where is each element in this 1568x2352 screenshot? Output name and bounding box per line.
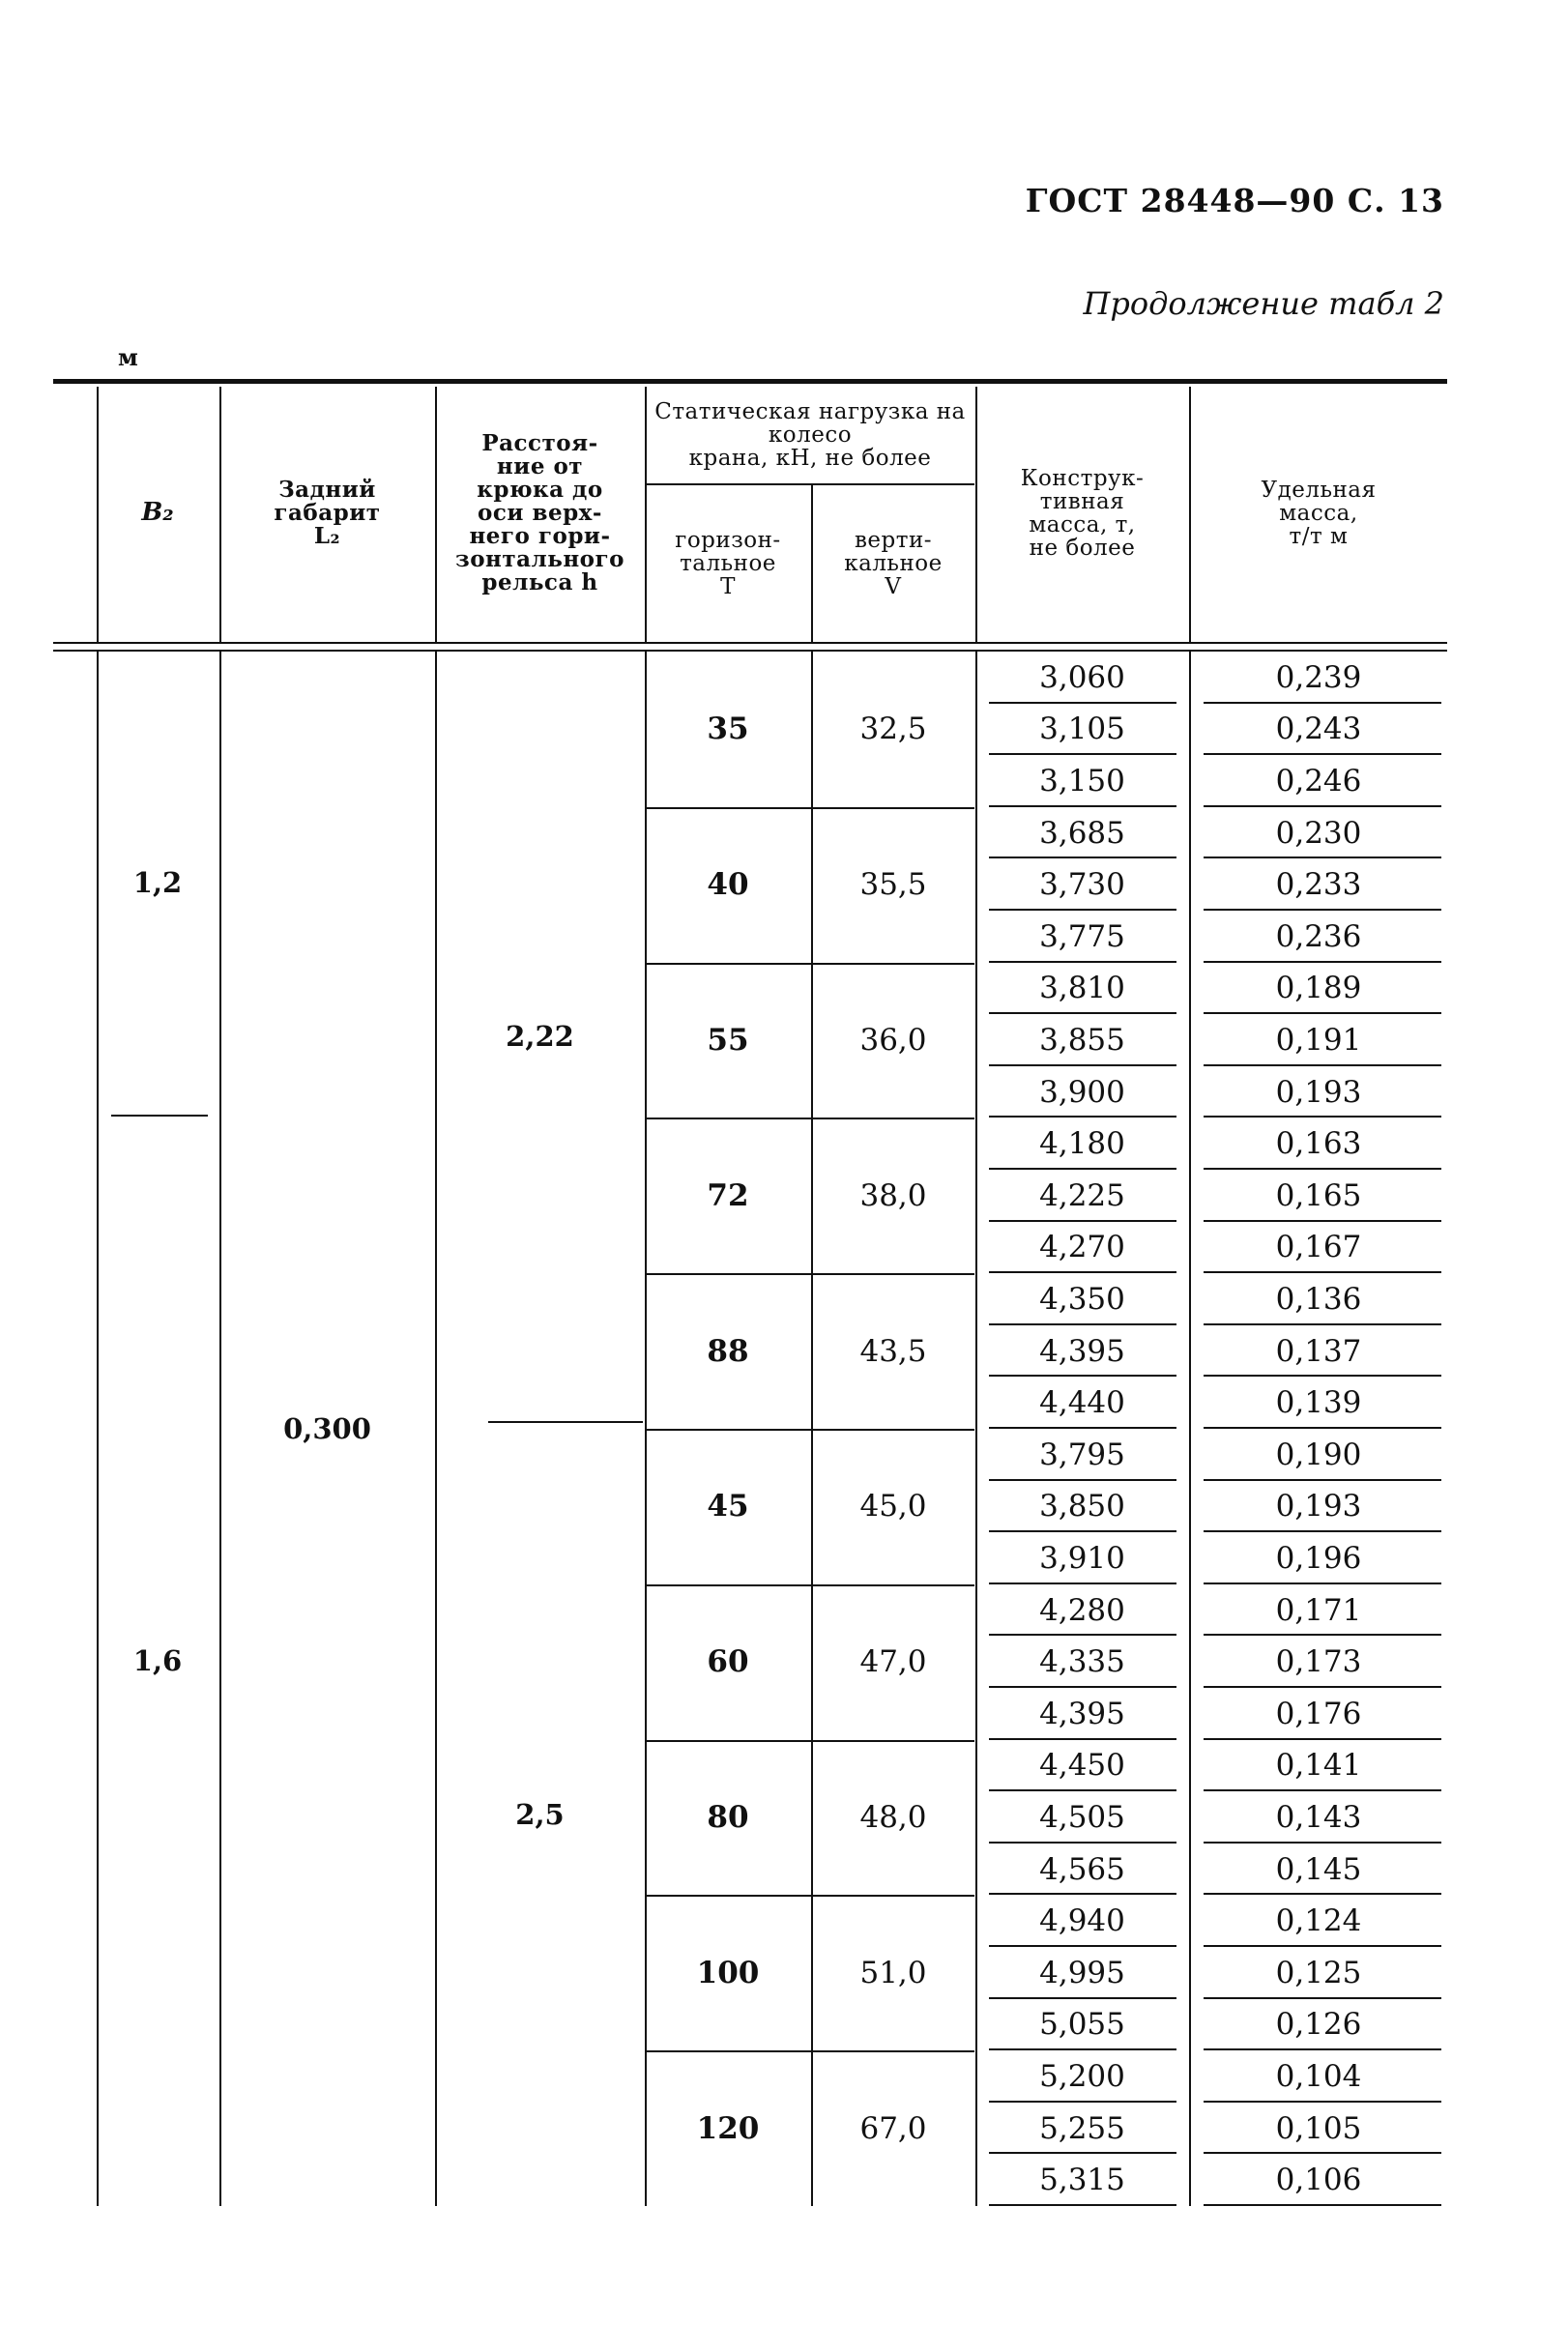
specific-mass-cell: 0,189 [1275,971,1362,1006]
table-continuation-label: Продолжение табл 2 [1083,285,1444,322]
column-rule [435,387,437,642]
vertical-load-cell: 43,5 [859,1333,927,1369]
vertical-load-cell: 38,0 [859,1177,927,1213]
horizontal-load-cell: 100 [696,1955,760,1990]
column-rule [975,387,977,642]
header-specific-mass: Удельная масса, т/т м [1261,477,1377,550]
structural-mass-cell: 4,505 [1039,1799,1125,1835]
header-rear-clearance: Задний габарит L₂ [274,476,381,550]
structural-mass-cell: 3,910 [1039,1540,1125,1576]
b2-cell: 1,2 [132,866,183,899]
structural-mass-cell: 4,395 [1039,1333,1125,1369]
header-structural-mass: Конструк- тивная масса, т, не более [1020,465,1145,562]
structural-mass-cell: 3,850 [1039,1489,1125,1524]
vertical-load-cell: 45,0 [859,1489,927,1524]
specific-mass-cell: 0,193 [1275,1489,1362,1524]
specific-mass-cell: 0,196 [1275,1540,1362,1576]
structural-mass-cell: 5,255 [1039,2110,1125,2146]
vertical-load-cell: 67,0 [859,2110,927,2146]
specific-mass-cell: 0,190 [1275,1437,1362,1472]
column-rule [811,652,813,2206]
structural-mass-cell: 4,940 [1039,1903,1125,1939]
column-rule [1189,652,1191,2206]
column-rule [435,652,437,2206]
header-horizontal-load: горизон- тальное T [675,527,781,600]
column-rule [645,652,647,2206]
specific-mass-cell: 0,233 [1275,867,1362,903]
specific-mass-cell: 0,173 [1275,1644,1362,1680]
b2-group-divider [111,1115,208,1117]
load-group-divider [646,1118,974,1119]
specific-mass-cell: 0,139 [1275,1385,1362,1421]
page-header: ГОСТ 28448—90 С. 13 [1025,182,1444,219]
hook-group-divider [488,1421,643,1423]
vertical-load-cell: 47,0 [859,1644,927,1680]
structural-mass-cell: 3,730 [1039,867,1125,903]
specific-mass-cell: 0,143 [1275,1799,1362,1835]
specific-mass-cell: 0,239 [1275,659,1362,695]
specific-mass-cell: 0,124 [1275,1903,1362,1939]
load-group-divider [646,1429,974,1431]
structural-mass-cell: 3,105 [1039,711,1125,747]
specific-mass-cell: 0,145 [1275,1851,1362,1887]
structural-mass-cell: 4,565 [1039,1851,1125,1887]
hook-distance-cell: 2,22 [506,1019,574,1053]
row-underline [1204,2204,1441,2206]
structural-mass-cell: 4,995 [1039,1955,1125,1990]
structural-mass-cell: 5,315 [1039,2163,1125,2198]
load-group-divider [646,1273,974,1275]
structural-mass-cell: 3,810 [1039,971,1125,1006]
structural-mass-cell: 3,060 [1039,659,1125,695]
specific-mass-cell: 0,236 [1275,918,1362,954]
header-b2: B₂ [141,498,174,528]
horizontal-load-cell: 45 [707,1489,749,1524]
vertical-load-cell: 32,5 [859,711,927,747]
specific-mass-cell: 0,243 [1275,711,1362,747]
table-top-rule [53,379,1447,384]
header-double-rule [53,642,1447,652]
structural-mass-cell: 5,055 [1039,2007,1125,2043]
vertical-load-cell: 35,5 [859,867,927,903]
specific-mass-cell: 0,126 [1275,2007,1362,2043]
column-rule [975,652,977,2206]
rear-clearance-cell: 0,300 [283,1412,371,1445]
horizontal-load-cell: 80 [707,1799,749,1835]
specific-mass-cell: 0,104 [1275,2058,1362,2094]
specific-mass-cell: 0,171 [1275,1592,1362,1628]
load-group-divider [646,2050,974,2052]
specific-mass-cell: 0,246 [1275,763,1362,799]
structural-mass-cell: 4,395 [1039,1696,1125,1731]
load-group-divider [646,807,974,809]
horizontal-load-cell: 35 [707,711,749,747]
horizontal-load-cell: 88 [707,1333,749,1369]
structural-mass-cell: 4,225 [1039,1177,1125,1213]
load-header-divider [646,483,974,485]
column-rule [1189,387,1191,642]
load-group-divider [646,1895,974,1897]
column-rule [97,387,99,642]
column-rule [219,387,221,642]
header-vertical-load: верти- кальное V [844,527,943,600]
structural-mass-cell: 3,685 [1039,815,1125,851]
load-group-divider [646,1740,974,1742]
specific-mass-cell: 0,193 [1275,1074,1362,1110]
specific-mass-cell: 0,176 [1275,1696,1362,1731]
structural-mass-cell: 3,900 [1039,1074,1125,1110]
header-static-load: Статическая нагрузка на колесо крана, кН, не более [654,398,966,472]
hook-distance-cell: 2,5 [515,1797,565,1831]
structural-mass-cell: 4,180 [1039,1126,1125,1162]
load-group-divider [646,963,974,965]
specific-mass-cell: 0,105 [1275,2110,1362,2146]
specific-mass-cell: 0,125 [1275,1955,1362,1990]
specific-mass-cell: 0,163 [1275,1126,1362,1162]
structural-mass-cell: 4,440 [1039,1385,1125,1421]
structural-mass-cell: 4,280 [1039,1592,1125,1628]
structural-mass-cell: 3,775 [1039,918,1125,954]
specific-mass-cell: 0,136 [1275,1281,1362,1317]
horizontal-load-cell: 72 [707,1177,749,1213]
structural-mass-cell: 3,150 [1039,763,1125,799]
vertical-load-cell: 48,0 [859,1799,927,1835]
specific-mass-cell: 0,106 [1275,2163,1362,2198]
structural-mass-cell: 4,335 [1039,1644,1125,1680]
specific-mass-cell: 0,137 [1275,1333,1362,1369]
structural-mass-cell: 3,795 [1039,1437,1125,1472]
structural-mass-cell: 4,450 [1039,1748,1125,1784]
vertical-load-cell: 36,0 [859,1022,927,1058]
specific-mass-cell: 0,141 [1275,1748,1362,1784]
column-rule [219,652,221,2206]
structural-mass-cell: 4,270 [1039,1230,1125,1265]
load-group-divider [646,1584,974,1586]
structural-mass-cell: 4,350 [1039,1281,1125,1317]
specific-mass-cell: 0,165 [1275,1177,1362,1213]
column-rule [97,652,99,2206]
data-table [53,379,1447,2206]
unit-label: м [118,343,138,371]
structural-mass-cell: 3,855 [1039,1022,1125,1058]
specific-mass-cell: 0,167 [1275,1230,1362,1265]
column-rule [811,483,813,642]
b2-cell: 1,6 [132,1644,183,1677]
specific-mass-cell: 0,230 [1275,815,1362,851]
specific-mass-cell: 0,191 [1275,1022,1362,1058]
horizontal-load-cell: 40 [707,867,749,903]
horizontal-load-cell: 55 [707,1022,749,1058]
header-hook-distance: Расстоя- ние от крюка до оси верх- него гори- зонтального рельса h [455,429,624,596]
vertical-load-cell: 51,0 [859,1955,927,1990]
structural-mass-cell: 5,200 [1039,2058,1125,2094]
column-rule [645,387,647,642]
horizontal-load-cell: 120 [696,2110,760,2146]
horizontal-load-cell: 60 [707,1644,749,1680]
row-underline [989,2204,1176,2206]
